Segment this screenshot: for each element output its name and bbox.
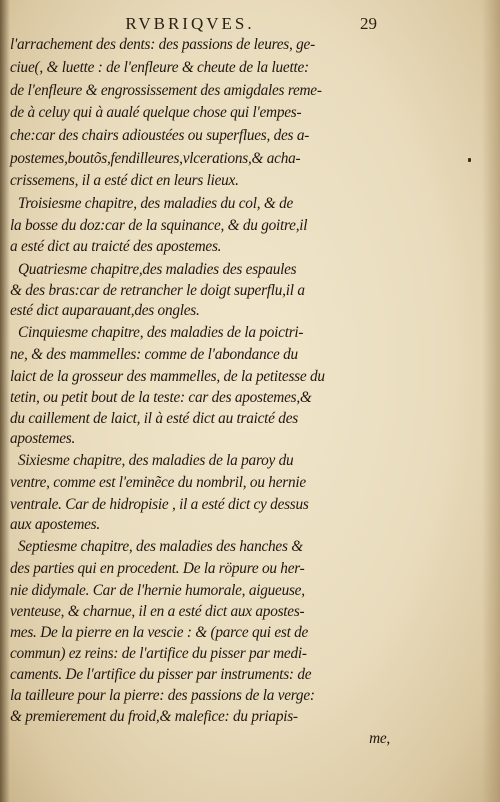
margin-ink-speck [468, 158, 471, 162]
chapter-heading-line: Quatriesme chapitre,des maladies des espaules [18, 261, 297, 278]
chapter-heading-line: Septiesme chapitre, des maladies des hanches & [18, 538, 303, 555]
text-line: me, [369, 730, 390, 747]
text-line: nie didymale. Car de l'hernie humorale, aigueuse, [10, 582, 305, 599]
text-line: commun) ez reins: de l'artifice du pisser par medi- [10, 645, 307, 662]
text-line: postemes,boutõs,fendilleures,vlcerations,& acha- [10, 150, 301, 167]
text-line: ventrale. Car de hidropisie , il a esté dict cy dessus [10, 496, 309, 513]
text-line: aux apostemes. [10, 516, 100, 533]
text-line: tetin, ou petit bout de la teste: car des apostemes,& [10, 389, 312, 406]
running-head-title: RVBRIQVES. [125, 14, 255, 33]
chapter-heading-line: Cinquiesme chapitre, des maladies de la poictri- [18, 324, 304, 341]
chapter-heading-line: Troisiesme chapitre, des maladies du col, & de [18, 195, 294, 212]
text-line: ventre, comme est l'eminẽce du nombril, ou hernie [10, 474, 306, 491]
text-line: & premierement du froid,& malefice: du priapis- [10, 708, 298, 725]
text-line: ciue(, & luette : de l'enfleure & cheute de la luette: [10, 59, 309, 76]
text-line: l'arrachement des dents: des passions de leures, ge- [10, 36, 315, 53]
text-line: laict de la grosseur des mammelles, de la petitesse du [10, 368, 325, 385]
text-line: mes. De la pierre en la vescie : & (parce qui est de [10, 624, 309, 641]
chapter-heading-line: Sixiesme chapitre, des maladies de la paroy du [18, 452, 294, 469]
text-line: venteuse, & charnue, il en a esté dict aux apostes- [10, 603, 305, 620]
text-line: la tailleure pour la pierre: des passions de la verge: [10, 687, 315, 704]
text-line: la bosse du doz:car de la squinance, & du goitre,il [10, 217, 308, 234]
text-line: apostemes. [10, 430, 76, 447]
text-line: a esté dict au traicté des apostemes. [10, 238, 222, 255]
text-line: du caillement de laict, il à esté dict au traicté des [10, 410, 298, 427]
text-line: ne, & des mammelles: comme de l'abondance du [10, 346, 298, 363]
page-number: 29 [360, 14, 377, 33]
text-line: & des bras:car de retrancher le doigt superflu,il a [10, 282, 305, 299]
text-line: crissemens, il a esté dict en leurs lieux. [10, 172, 239, 189]
text-line: esté dict auparauant,des ongles. [10, 302, 200, 319]
text-line: des parties qui en procedent. De la röpure ou her- [10, 560, 305, 577]
text-line: de à celuy qui à aualé quelque chose qui l'empes- [10, 104, 302, 121]
text-line: caments. De l'artifice du pisser par instruments: de [10, 666, 312, 683]
text-line: che:car des chairs adioustées ou superflues, des a- [10, 127, 310, 144]
text-line: de l'enfleure & engrossissement des amigdales reme- [10, 82, 322, 99]
